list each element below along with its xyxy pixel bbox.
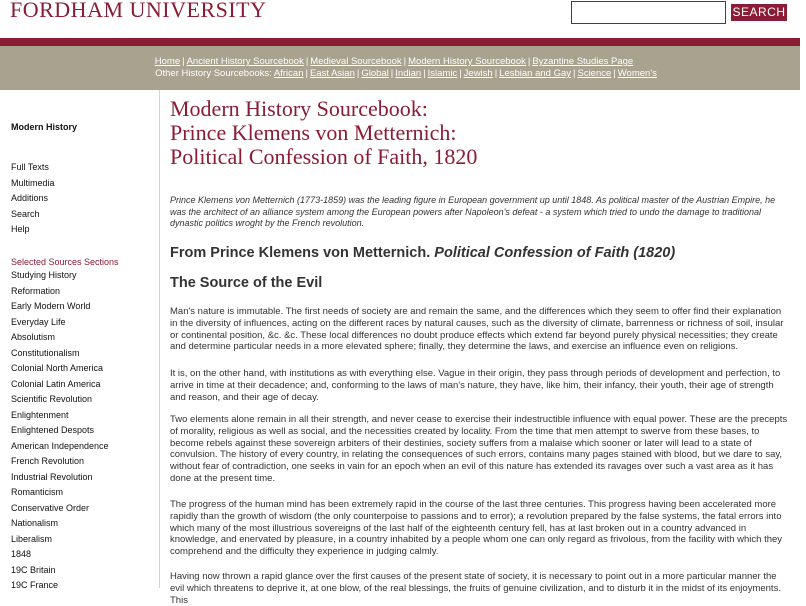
sidebar-section-item[interactable]: Everyday Life	[11, 316, 66, 327]
sidebar-item-help[interactable]: Help	[11, 224, 30, 234]
heading-work-title: Political Confession of Faith (1820)	[434, 245, 676, 261]
title-line: Prince Klemens von Metternich:	[170, 120, 457, 145]
nav-link-east-asian[interactable]: East Asian	[309, 68, 355, 79]
nav-separator: |	[527, 56, 531, 67]
nav-link-jewish[interactable]: Jewish	[463, 68, 493, 79]
sidebar-section-item[interactable]: Colonial Latin America	[11, 378, 101, 389]
sidebar-item-full-texts[interactable]: Full Texts	[11, 162, 49, 172]
nav-link-medieval[interactable]: Medieval Sourcebook	[310, 56, 402, 67]
title-line: Modern History Sourcebook:	[170, 96, 428, 121]
nav-link-byzantine[interactable]: Byzantine Studies Page	[532, 56, 634, 67]
nav-link-global[interactable]: Global	[361, 68, 389, 79]
document-heading	[170, 245, 675, 261]
nav-separator: |	[305, 68, 308, 79]
other-sourcebook-links	[6, 68, 806, 79]
body-paragraph: Man's nature is immutable. The first needs of society are and remain the same, and the differences which they seem to offer find their explanation in the diversity of influences, acting on the different races by natural causes, such as the diversity of climate, barrenness or richness of soil, insular or continental position, &c. &c. These local differences no doubt produce effects which extend far beyond purely physical necessities; they create and determine particular needs in a more elevated sphere; finally, they determine the laws, and exercise an influence even on religions.	[170, 306, 784, 353]
sidebar-section-item[interactable]: Absolutism	[11, 332, 56, 342]
nav-link-african[interactable]: African	[273, 68, 304, 79]
nav-link-ancient[interactable]: Ancient History Sourcebook	[186, 56, 304, 67]
section-heading: The Source of the Evil	[170, 275, 323, 291]
sidebar-section-item[interactable]: Enlightened Despots	[11, 425, 95, 435]
university-logo[interactable]: FORDHAM UNIVERSITY	[10, 0, 267, 22]
other-sourcebooks-label: Other History Sourcebooks:	[155, 68, 272, 79]
nav-link-womens[interactable]: Women's	[617, 68, 657, 79]
sidebar-section-item[interactable]: Industrial Revolution	[11, 471, 93, 482]
sidebar-section-item[interactable]: 19C Britain	[11, 564, 56, 575]
body-paragraph: It is, on the other hand, with institutions as with everything else. Vague in their origin, they pass through periods of development and perfection, to arrive in time at their decadence; and, conforming to the laws of man's nature, they have, like him, their infancy, their youth, their age of strength and reason, and their age of decay.	[170, 368, 781, 403]
sidebar-section-item[interactable]: American Independence	[11, 440, 109, 451]
sidebar-section-item[interactable]: Scientific Revolution	[11, 394, 93, 404]
sidebar-heading[interactable]: Modern History	[11, 122, 78, 132]
primary-sourcebook-links	[0, 56, 794, 67]
nav-separator: |	[613, 68, 616, 79]
nav-link-indian[interactable]: Indian	[395, 68, 422, 79]
nav-separator: |	[403, 56, 407, 67]
sidebar-section-item[interactable]: Early Modern World	[11, 301, 91, 311]
nav-separator: |	[390, 68, 394, 79]
nav-separator: |	[573, 68, 576, 79]
body-paragraph: Two elements alone remain in all their strength, and never cease to exercise their indestructible influence with equal power. These are the precepts of morality, religious as well as social, and the necessities created by locality. From the time that men attempt to swerve from these bases, to become rebels against these sovereign arbiters of their destinies, society suffers from a malaise which sooner or later will lead to a state of convulsion. The history of every country, in relating the consequences of such errors, contains many pages stained with blood, but we dare to say, without fear of contradiction, one seeks in vain for an epoch when an evil of this nature has extended its ravages over such a vast area as it has done at the present time.	[170, 414, 788, 484]
sidebar-item-additions[interactable]: Additions	[11, 193, 49, 203]
body-paragraph: The progress of the human mind has been extremely rapid in the course of the last three centuries. This progress having been accelerated more rapidly than the growth of wisdom (the only counterpoise to passions and to error); a revolution prepared by the false systems, the fatal errors into which many of the most illustrious sovereigns of the last half of the eighteenth century fell, has at last broken out in a country advanced in knowledge, and enervated by pleasure, in a country inhabited by a people whom one can only regard as frivolous, from the facility with which they comprehend and the difficulty they experience in judging calmly.	[170, 499, 783, 558]
nav-separator: |	[459, 68, 462, 79]
sidebar	[0, 90, 160, 588]
nav-separator: |	[305, 56, 309, 67]
sidebar-section-item[interactable]: Enlightenment	[11, 409, 69, 420]
sidebar-section-item[interactable]: Reformation	[11, 285, 61, 296]
nav-separator: |	[494, 68, 498, 79]
header-divider	[0, 38, 800, 46]
site-header	[0, 0, 800, 38]
sidebar-item-search[interactable]: Search	[11, 208, 40, 219]
sidebar-section-item[interactable]: Liberalism	[11, 533, 53, 544]
search-input[interactable]	[571, 1, 726, 24]
search-button[interactable]: SEARCH	[732, 5, 786, 19]
body-paragraph: Having now thrown a rapid glance over the first causes of the present state of society, it is necessary to point out in a more particular manner the evil which threatens to deprive it, at one blow, of the real blessings, the fruits of genuine civilization, and to disturb it in the midst of its enjoyments. This	[170, 571, 781, 606]
sidebar-section-item[interactable]: Conservative Order	[11, 502, 90, 513]
sidebar-section-item[interactable]: 1848	[11, 549, 32, 559]
nav-link-science[interactable]: Science	[577, 68, 612, 79]
heading-prefix: From Prince Klemens von Metternich.	[170, 245, 435, 261]
sidebar-item-multimedia[interactable]: Multimedia	[11, 177, 55, 188]
sidebar-section-item[interactable]: Romanticism	[11, 487, 64, 497]
intro-text: Prince Klemens von Metternich (1773-1859) was the leading figure in European government up until 1848. As political master of the Austrian Empire, he was the architect of an alliance system among the European powers after Napoleon's defeat - a system which tried to undo the damage to traditional dynastic politics wroght by the French revolution.	[170, 195, 776, 228]
sidebar-section-item[interactable]: 19C France	[11, 580, 59, 590]
nav-separator: |	[182, 56, 185, 67]
sidebar-section-item[interactable]: Colonial North America	[11, 363, 104, 373]
nav-link-islamic[interactable]: Islamic	[427, 68, 458, 79]
sidebar-section-title: Selected Sources Sections	[11, 257, 119, 267]
sidebar-section-item[interactable]: Constitutionalism	[11, 347, 80, 358]
sidebar-sections	[11, 268, 109, 594]
nav-link-lesbian-gay[interactable]: Lesbian and Gay	[499, 68, 572, 79]
page-title	[170, 97, 790, 169]
nav-link-home[interactable]: Home	[154, 56, 181, 67]
sourcebook-nav	[0, 46, 800, 90]
sidebar-section-item[interactable]: French Revolution	[11, 456, 85, 466]
sidebar-menu	[11, 160, 55, 238]
nav-link-modern[interactable]: Modern History Sourcebook	[408, 56, 526, 67]
nav-separator: |	[356, 68, 360, 79]
sidebar-section-item[interactable]: Studying History	[11, 270, 77, 280]
title-line: Political Confession of Faith, 1820	[170, 144, 478, 169]
sidebar-section-item[interactable]: Nationalism	[11, 518, 59, 528]
nav-separator: |	[423, 68, 426, 79]
